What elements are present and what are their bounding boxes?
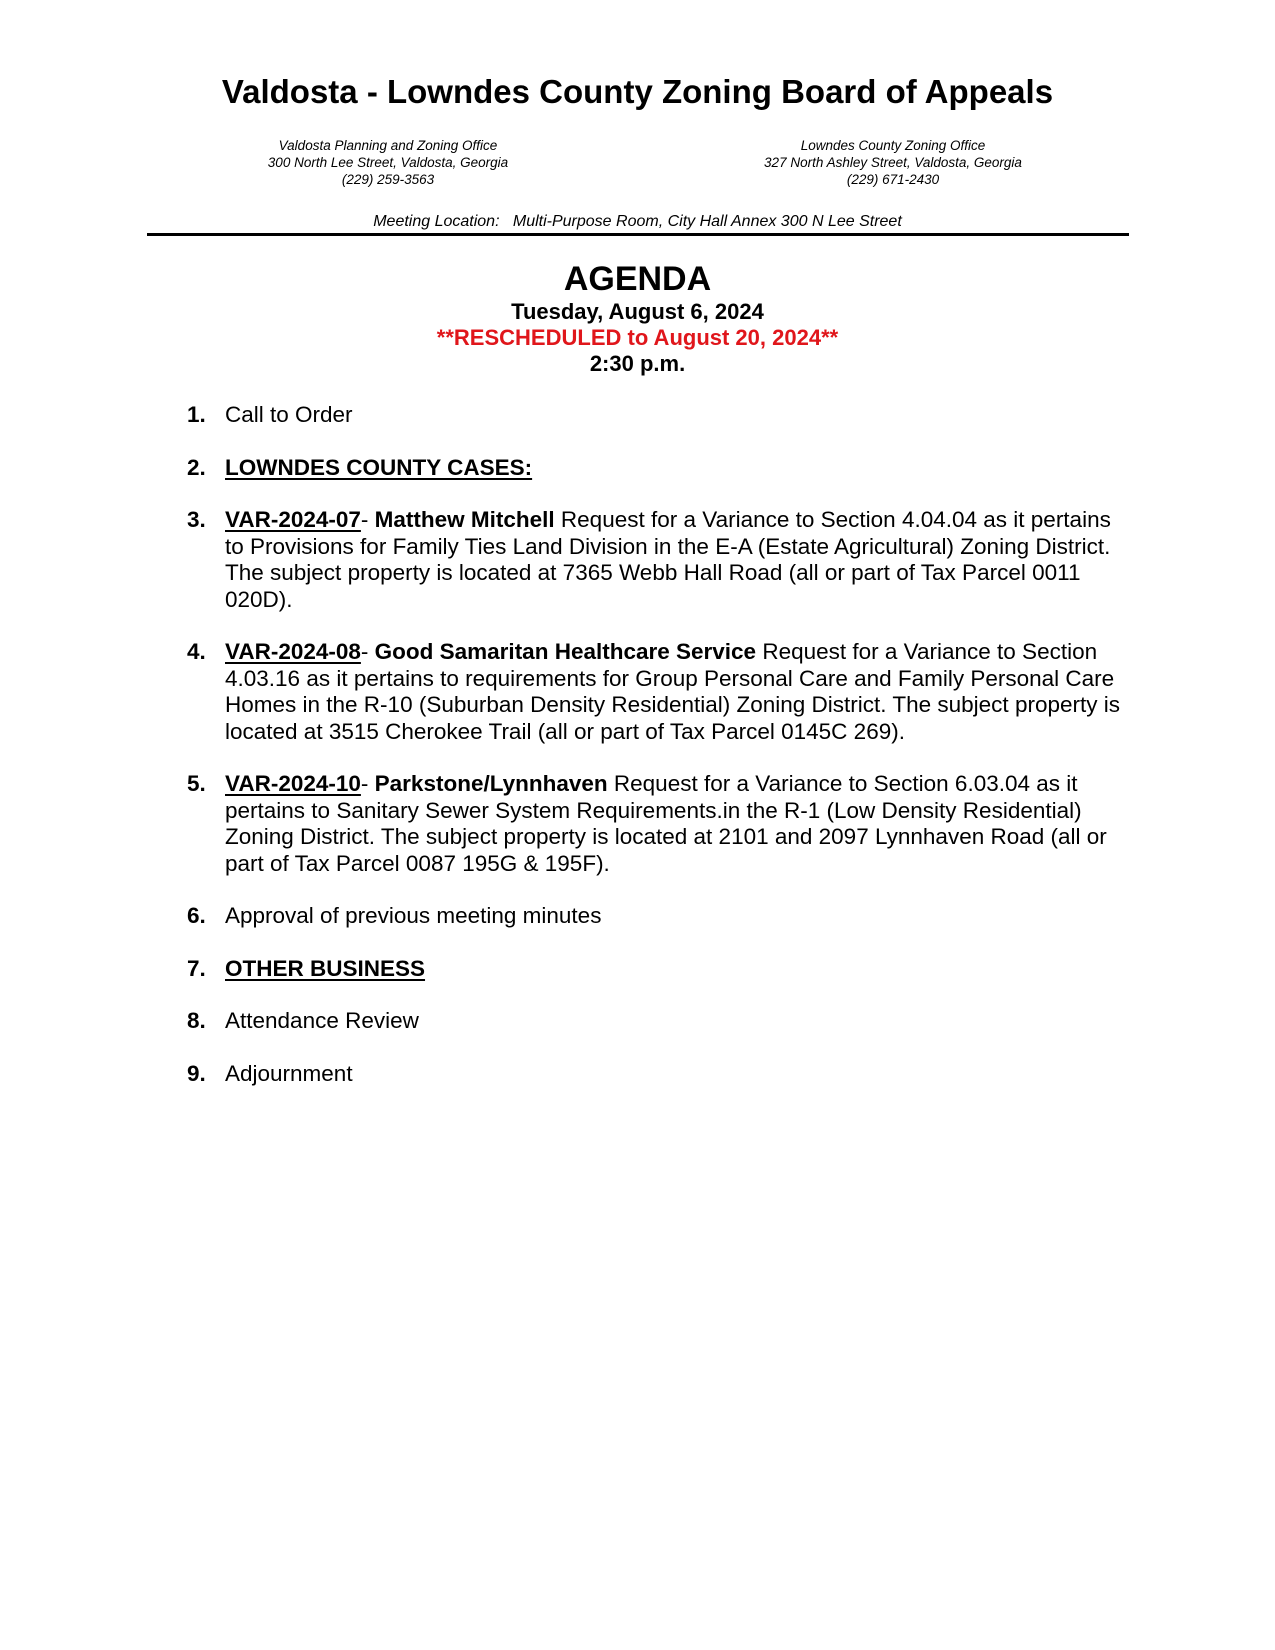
item-number: 2. bbox=[187, 454, 206, 480]
agenda-item-adjournment bbox=[187, 1061, 1127, 1088]
case-separator: - bbox=[360, 771, 375, 796]
agenda-item-case bbox=[187, 771, 1127, 877]
item-number: 1. bbox=[187, 402, 206, 427]
agenda-item-case bbox=[187, 507, 1127, 613]
case-number: VAR-2024-07 bbox=[225, 507, 361, 532]
case-number: VAR-2024-08 bbox=[225, 639, 361, 664]
case-applicant: Good Samaritan Healthcare Service bbox=[374, 639, 757, 664]
item-number: 3. bbox=[187, 507, 206, 532]
case-separator: - bbox=[360, 507, 375, 532]
item-number: 9. bbox=[187, 1060, 206, 1086]
item-number: 4. bbox=[187, 639, 206, 664]
case-body bbox=[225, 639, 1127, 745]
item-text: Approval of previous meeting minutes bbox=[225, 903, 602, 928]
meeting-location: Meeting Location: Multi-Purpose Room, City Hall Annex 300 N Lee Street bbox=[373, 213, 902, 230]
item-number: 5. bbox=[187, 771, 206, 796]
case-body bbox=[225, 771, 1127, 877]
meeting-time: 2:30 p.m. bbox=[589, 351, 686, 376]
item-text: Call to Order bbox=[225, 402, 353, 427]
section-heading: OTHER BUSINESS bbox=[225, 955, 426, 981]
rescheduled-notice: **RESCHEDULED to August 20, 2024** bbox=[436, 325, 839, 350]
lowndes-office-block bbox=[683, 137, 1103, 188]
case-applicant: Parkstone/Lynnhaven bbox=[374, 771, 608, 796]
agenda-item-lowndes-cases bbox=[187, 455, 1127, 482]
agenda-item-other-business bbox=[187, 956, 1127, 983]
case-body bbox=[225, 507, 1127, 613]
case-description: Request for a Variance to Section 4.04.04 as it pertains to Provisions for Family Ties Land Division in the E-A (Estate Agricultural) Zoning District. The subject property is located at 7365 Webb Hall Road (all or part of Tax Parcel 0011 020D). bbox=[225, 507, 1111, 612]
item-text: Attendance Review bbox=[225, 1008, 419, 1033]
case-separator: - bbox=[360, 639, 375, 664]
item-number: 7. bbox=[187, 955, 206, 981]
item-number: 8. bbox=[187, 1008, 206, 1033]
meeting-date: Tuesday, August 6, 2024 bbox=[511, 299, 764, 324]
agenda-items bbox=[187, 402, 1127, 1113]
item-text: Adjournment bbox=[225, 1060, 353, 1086]
agenda-title: AGENDA bbox=[563, 260, 712, 298]
valdosta-office-address: 300 North Lee Street, Valdosta, Georgia bbox=[267, 155, 509, 170]
valdosta-office-phone: (229) 259-3563 bbox=[341, 172, 435, 187]
case-applicant: Matthew Mitchell bbox=[374, 507, 555, 532]
case-number: VAR-2024-10 bbox=[225, 771, 361, 796]
case-description: Request for a Variance to Section 6.03.04 as it pertains to Sanitary Sewer System Requirements.in the R-1 (Low Density Residential) Zoning District. The subject property is located at 2101 and 2097 Lynnhaven Road (all or part of Tax Parcel 0087 195G & 195F). bbox=[225, 771, 1107, 876]
valdosta-office-name: Valdosta Planning and Zoning Office bbox=[278, 138, 498, 153]
lowndes-office-phone: (229) 671-2430 bbox=[846, 172, 940, 187]
agenda-item-attendance bbox=[187, 1008, 1127, 1035]
agenda-item-minutes bbox=[187, 903, 1127, 930]
header-divider bbox=[147, 233, 1129, 236]
agenda-item-case bbox=[187, 639, 1127, 745]
lowndes-office-address: 327 North Ashley Street, Valdosta, Georgia bbox=[764, 155, 1022, 170]
board-title: Valdosta - Lowndes County Zoning Board of Appeals bbox=[221, 73, 1054, 110]
agenda-item-call-to-order bbox=[187, 402, 1127, 429]
item-number: 6. bbox=[187, 903, 206, 928]
section-heading: LOWNDES COUNTY CASES: bbox=[225, 454, 533, 480]
lowndes-office-name: Lowndes County Zoning Office bbox=[800, 138, 986, 153]
valdosta-office-block bbox=[178, 137, 598, 188]
case-description: Request for a Variance to Section 4.03.16 as it pertains to requirements for Group Personal Care and Family Personal Care Homes in the R-10 (Suburban Density Residential) Zoning District. The subject property is located at 3515 Cherokee Trail (all or part of Tax Parcel 0145C 269). bbox=[225, 639, 1120, 744]
